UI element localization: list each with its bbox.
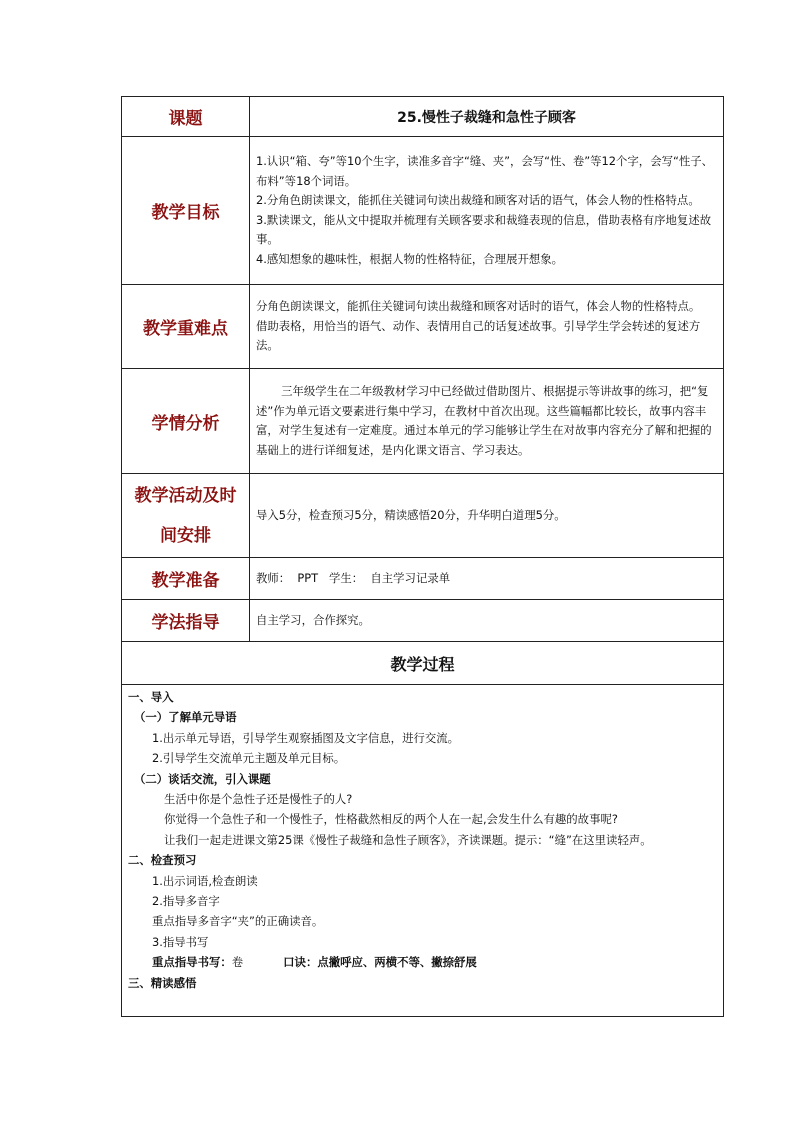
- writing-guidance-char: 卷: [231, 955, 244, 970]
- objectives-row: [122, 137, 724, 285]
- section-heading: 三、精读感悟: [128, 975, 197, 990]
- process-paragraph: 生活中你是个急性子还是慢性子的人?: [164, 792, 353, 807]
- preparation-label: 教学准备: [122, 558, 250, 600]
- process-item: 1.出示单元导语，引导学生观察插图及文字信息，进行交流。: [152, 730, 460, 745]
- difficulty-line: 借助表格，用恰当的语气、动作、表情用自己的话复述故事。引导学生学会转述的复述方法。: [256, 318, 701, 353]
- schedule-text: 导入5分，检查预习5分，精读感悟20分，升华明白道理5分。: [256, 507, 566, 522]
- study-method-content: [250, 600, 724, 642]
- preparation-row: [122, 558, 724, 600]
- lesson-title: 25.慢性子裁缝和急性子顾客: [250, 97, 724, 137]
- objective-line: 2.分角色朗读课文，能抓住关键词句读出裁缝和顾客对话的语气，体会人物的性格特点。: [256, 193, 700, 207]
- schedule-label-line2: 间安排: [160, 525, 211, 546]
- schedule-label: [122, 474, 250, 558]
- process-item: 2.指导多音字: [152, 894, 220, 909]
- writing-guidance-label: 重点指导书写：: [152, 955, 232, 970]
- objective-line: 4.感知想象的趣味性，根据人物的性格特征，合理展开想象。: [256, 251, 564, 266]
- objective-line: 1.认识“箱、夸”等10个生字，读准多音字“缝、夹”，会写“性、卷”等12个字，会写“性子、布料”等18个词语。: [256, 154, 714, 188]
- process-body-row: [122, 685, 724, 1017]
- difficulty-line: 分角色朗读课文，能抓住关键词句读出裁缝和顾客对话时的语气，体会人物的性格特点。: [256, 299, 701, 314]
- learner-analysis-content: [250, 369, 724, 474]
- process-content: [122, 685, 724, 1017]
- process-paragraph: 你觉得一个急性子和一个慢性子，性格截然相反的两个人在一起,会发生什么有趣的故事呢?: [164, 812, 618, 827]
- subsection-heading: （一）了解单元导语: [134, 710, 237, 725]
- objectives-content: [250, 137, 724, 285]
- process-item: 重点指导多音字“夹”的正确读音。: [152, 914, 324, 929]
- learner-analysis-row: [122, 369, 724, 474]
- lesson-plan-table: [121, 96, 724, 1017]
- learner-analysis-label: 学情分析: [122, 369, 250, 474]
- key-difficulties-row: [122, 285, 724, 369]
- key-difficulties-label: 教学重难点: [122, 285, 250, 369]
- writing-guidance-line: [152, 952, 717, 972]
- study-method-row: [122, 600, 724, 642]
- title-row: [122, 97, 724, 137]
- process-title: 教学过程: [122, 642, 724, 685]
- preparation-content: [250, 558, 724, 600]
- section-heading: 一、导入: [128, 690, 174, 704]
- subsection-heading: （二）谈话交流，引入课题: [134, 771, 271, 786]
- schedule-content: [250, 474, 724, 558]
- process-item: 1.出示词语,检查朗读: [152, 873, 258, 888]
- process-header-row: [122, 642, 724, 685]
- process-paragraph: 让我们一起走进课文第25课《慢性子裁缝和急性子顾客》，齐读课题。提示：“缝”在这里读轻声。: [164, 832, 652, 847]
- preparation-text: 教师： PPT 学生： 自主学习记录单: [256, 570, 451, 585]
- analysis-paragraph: 三年级学生在二年级教材学习中已经做过借助图片、根据提示等讲故事的练习，把“复述”作为单元语文要素进行集中学习，在教材中首次出现。这些篇幅都比较长，故事内容丰富，对学生复述有一定难度。通过本单元的学习能够让学生在对故事内容充分了解和把握的基础上的进行详细复述，是内化课文语言、学习表达。: [256, 384, 712, 457]
- section-heading: 二、检查预习: [128, 853, 197, 868]
- objectives-label: 教学目标: [122, 137, 250, 285]
- writing-guidance-tip: 口诀：点撇呼应、两横不等、撇捺舒展: [283, 955, 477, 970]
- study-method-text: 自主学习，合作探究。: [256, 612, 370, 627]
- schedule-label-line1: 教学活动及时: [134, 485, 237, 506]
- key-difficulties-content: [250, 285, 724, 369]
- title-label: 课题: [122, 97, 250, 137]
- process-item: 2.引导学生交流单元主题及单元目标。: [152, 751, 346, 766]
- schedule-row: [122, 474, 724, 558]
- objective-line: 3.默读课文，能从文中提取并梳理有关顾客要求和裁缝表现的信息，借助表格有序地复述故事。: [256, 212, 712, 246]
- study-method-label: 学法指导: [122, 600, 250, 642]
- process-item: 3.指导书写: [152, 934, 209, 949]
